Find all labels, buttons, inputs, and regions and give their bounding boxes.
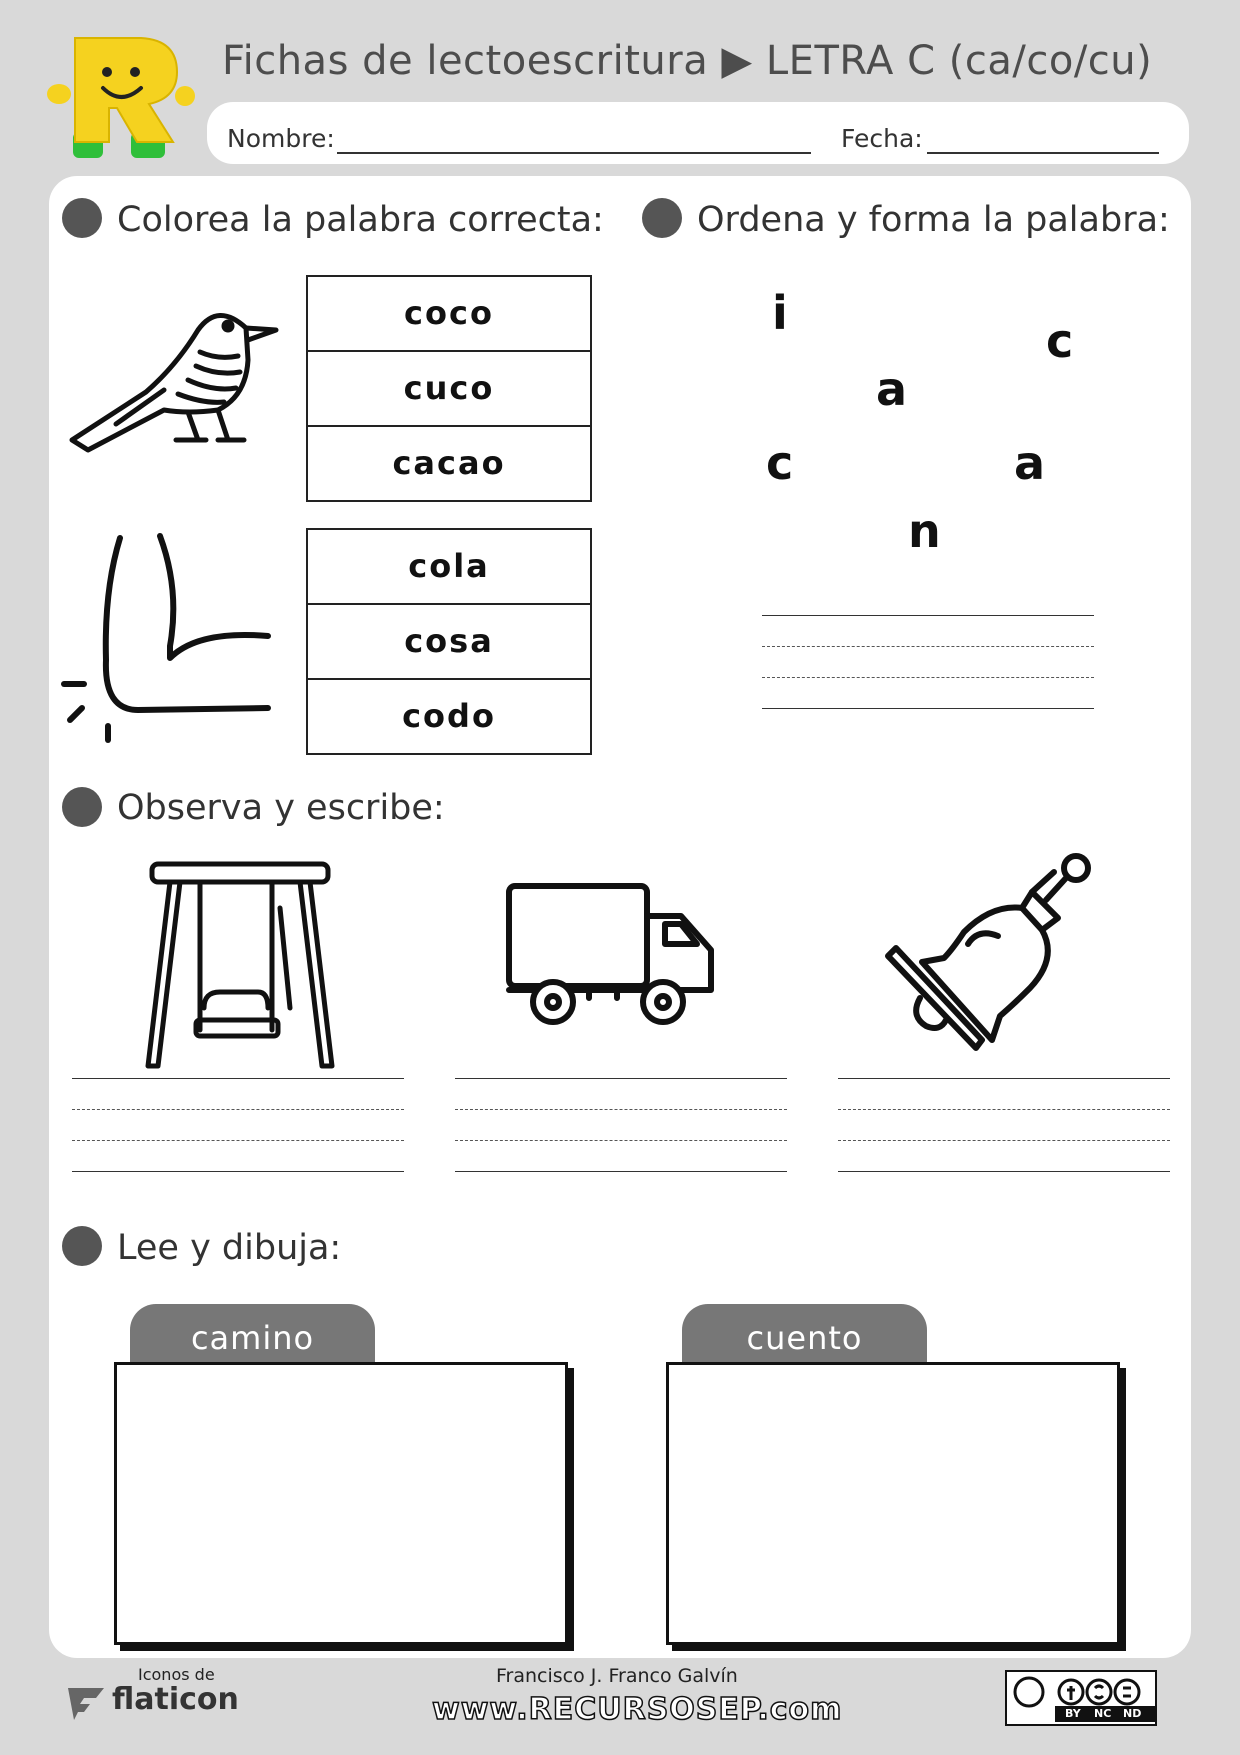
bullet-icon: [62, 1226, 102, 1266]
elbow-icon: [58, 530, 278, 750]
writing-lines[interactable]: [455, 1078, 787, 1173]
truck-icon: [505, 880, 715, 1030]
word-option[interactable]: coco: [308, 277, 590, 352]
scrambled-letter: a: [876, 362, 908, 416]
license-by: BY: [1065, 1707, 1081, 1720]
word-option[interactable]: cacao: [392, 444, 506, 482]
name-field[interactable]: [337, 126, 811, 154]
word-option[interactable]: codo: [402, 697, 496, 735]
drawing-box-cuento[interactable]: [666, 1362, 1120, 1645]
flaticon-brand[interactable]: flaticon: [112, 1682, 239, 1717]
date-field[interactable]: [927, 126, 1159, 154]
scrambled-letter: i: [772, 286, 788, 340]
icons-credit-label: Iconos de: [138, 1665, 215, 1684]
bird-icon: [68, 300, 288, 470]
page-title: Fichas de lectoescritura ▶ LETRA C (ca/co/cu): [222, 38, 1153, 84]
bullet-icon: [62, 198, 102, 238]
writing-lines[interactable]: [762, 615, 1094, 710]
license-nc: NC: [1094, 1707, 1112, 1720]
author-name: Francisco J. Franco Galvín: [496, 1665, 738, 1687]
section-title-observe-write: Observa y escribe:: [117, 788, 445, 828]
scrambled-letter: a: [1014, 436, 1046, 490]
word-option[interactable]: cosa: [308, 605, 590, 680]
scrambled-letter: c: [1046, 314, 1074, 368]
writing-lines[interactable]: [838, 1078, 1170, 1173]
section-title-color-word: Colorea la palabra correcta:: [117, 200, 604, 240]
website-link[interactable]: www.RECURSOSEP.com: [432, 1692, 843, 1727]
section-title-order-word: Ordena y forma la palabra:: [697, 200, 1170, 240]
scrambled-letter: c: [766, 436, 794, 490]
license-nd: ND: [1123, 1707, 1142, 1720]
name-date-bar: [207, 102, 1189, 164]
date-label: Fecha:: [841, 124, 923, 153]
bullet-icon: [62, 787, 102, 827]
word-option[interactable]: cuco: [308, 352, 590, 427]
bullet-icon: [642, 198, 682, 238]
word-options-group-1: [306, 275, 592, 502]
scrambled-letter: n: [908, 504, 941, 558]
word-tab-cuento: cuento: [682, 1304, 927, 1364]
writing-lines[interactable]: [72, 1078, 404, 1173]
bell-icon: [882, 848, 1097, 1058]
name-label: Nombre:: [227, 124, 335, 153]
swing-icon: [140, 858, 340, 1070]
word-tab-camino: camino: [130, 1304, 375, 1364]
drawing-box-camino[interactable]: [114, 1362, 568, 1645]
section-title-read-draw: Lee y dibuja:: [117, 1228, 342, 1268]
word-options-group-2: [306, 528, 592, 755]
mascot-logo: [45, 32, 195, 164]
flaticon-logo-icon: [66, 1686, 106, 1722]
word-option[interactable]: cola: [308, 530, 590, 605]
cc-license-badge: [1005, 1670, 1157, 1726]
